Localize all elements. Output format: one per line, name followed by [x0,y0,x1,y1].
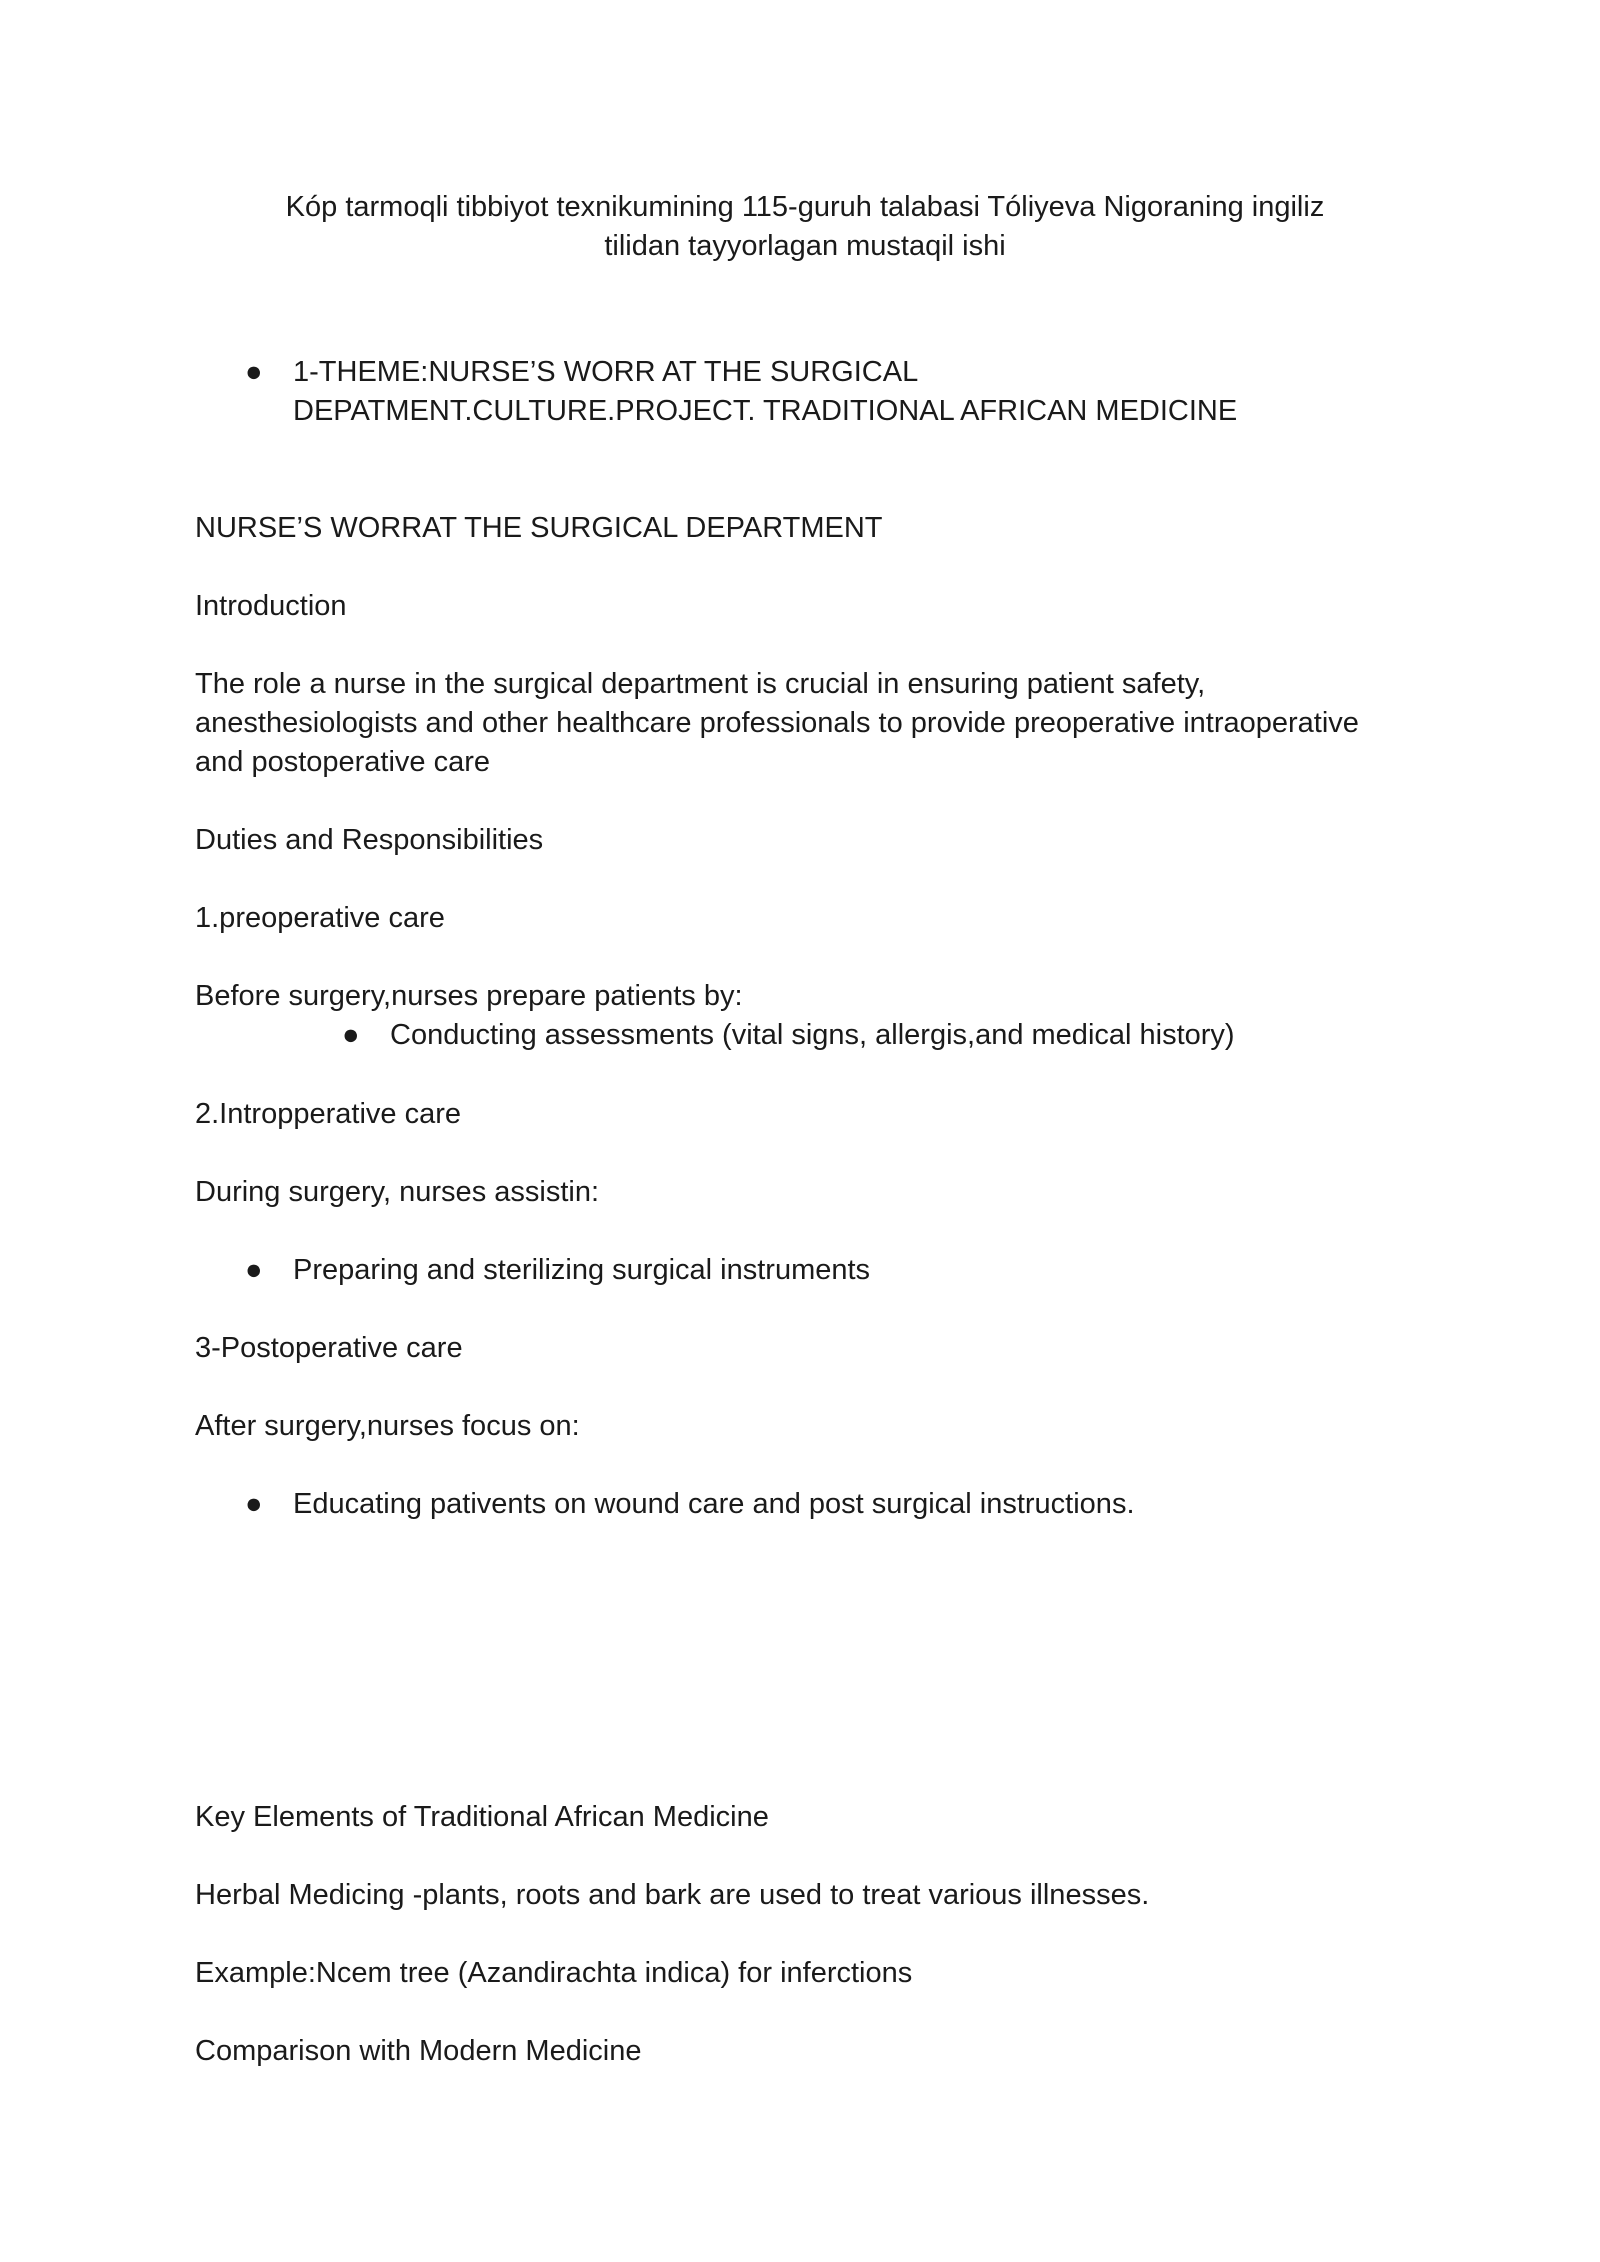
preoperative-item: Conducting assessments (vital signs, allergis,and medical history) [390,1019,1235,1051]
theme-line-1: 1-THEME:NURSE’S WORR AT THE SURGICAL [293,356,919,388]
header-line-2: tilidan tayyorlagan mustaqil ishi [604,230,1006,262]
preoperative-heading: 1.preoperative care [195,902,445,934]
introduction-line-1: The role a nurse in the surgical department is crucial in ensuring patient safety, [195,668,1206,700]
intraoperative-heading: 2.Intropperative care [195,1098,461,1130]
example-text: Example:Ncem tree (Azandirachta indica) for inferctions [195,1957,913,1989]
intraoperative-item: Preparing and sterilizing surgical instruments [293,1254,871,1286]
bullet-icon: ● [245,1254,263,1286]
theme-line-2: DEPATMENT.CULTURE.PROJECT. TRADITIONAL AFRICAN MEDICINE [293,395,1238,427]
document-header [195,188,1415,266]
bullet-icon: ● [342,1019,360,1051]
african-medicine-heading: Key Elements of Traditional African Medicine [195,1801,769,1833]
introduction-line-2: anesthesiologists and other healthcare professionals to provide preoperative intraoperative [195,707,1359,739]
bullet-icon: ● [245,1488,263,1520]
bullet-icon: ● [245,356,263,388]
introduction-line-3: and postoperative care [195,746,491,778]
preoperative-lead: Before surgery,nurses prepare patients by: [195,980,743,1012]
header-line-1: Kóp tarmoqli tibbiyot texnikumining 115-guruh talabasi Tóliyeva Nigoraning ingiliz [285,191,1325,223]
herbal-medicine-text: Herbal Medicing -plants, roots and bark are used to treat various illnesses. [195,1879,1150,1911]
comparison-heading: Comparison with Modern Medicine [195,2035,642,2067]
postoperative-heading: 3-Postoperative care [195,1332,463,1364]
duties-heading: Duties and Responsibilities [195,824,544,856]
section-title: NURSE’S WORRAT THE SURGICAL DEPARTMENT [195,512,883,544]
introduction-heading: Introduction [195,590,347,622]
intraoperative-lead: During surgery, nurses assistin: [195,1176,600,1208]
postoperative-item: Educating pativents on wound care and post surgical instructions. [293,1488,1135,1520]
postoperative-lead: After surgery,nurses focus on: [195,1410,580,1442]
